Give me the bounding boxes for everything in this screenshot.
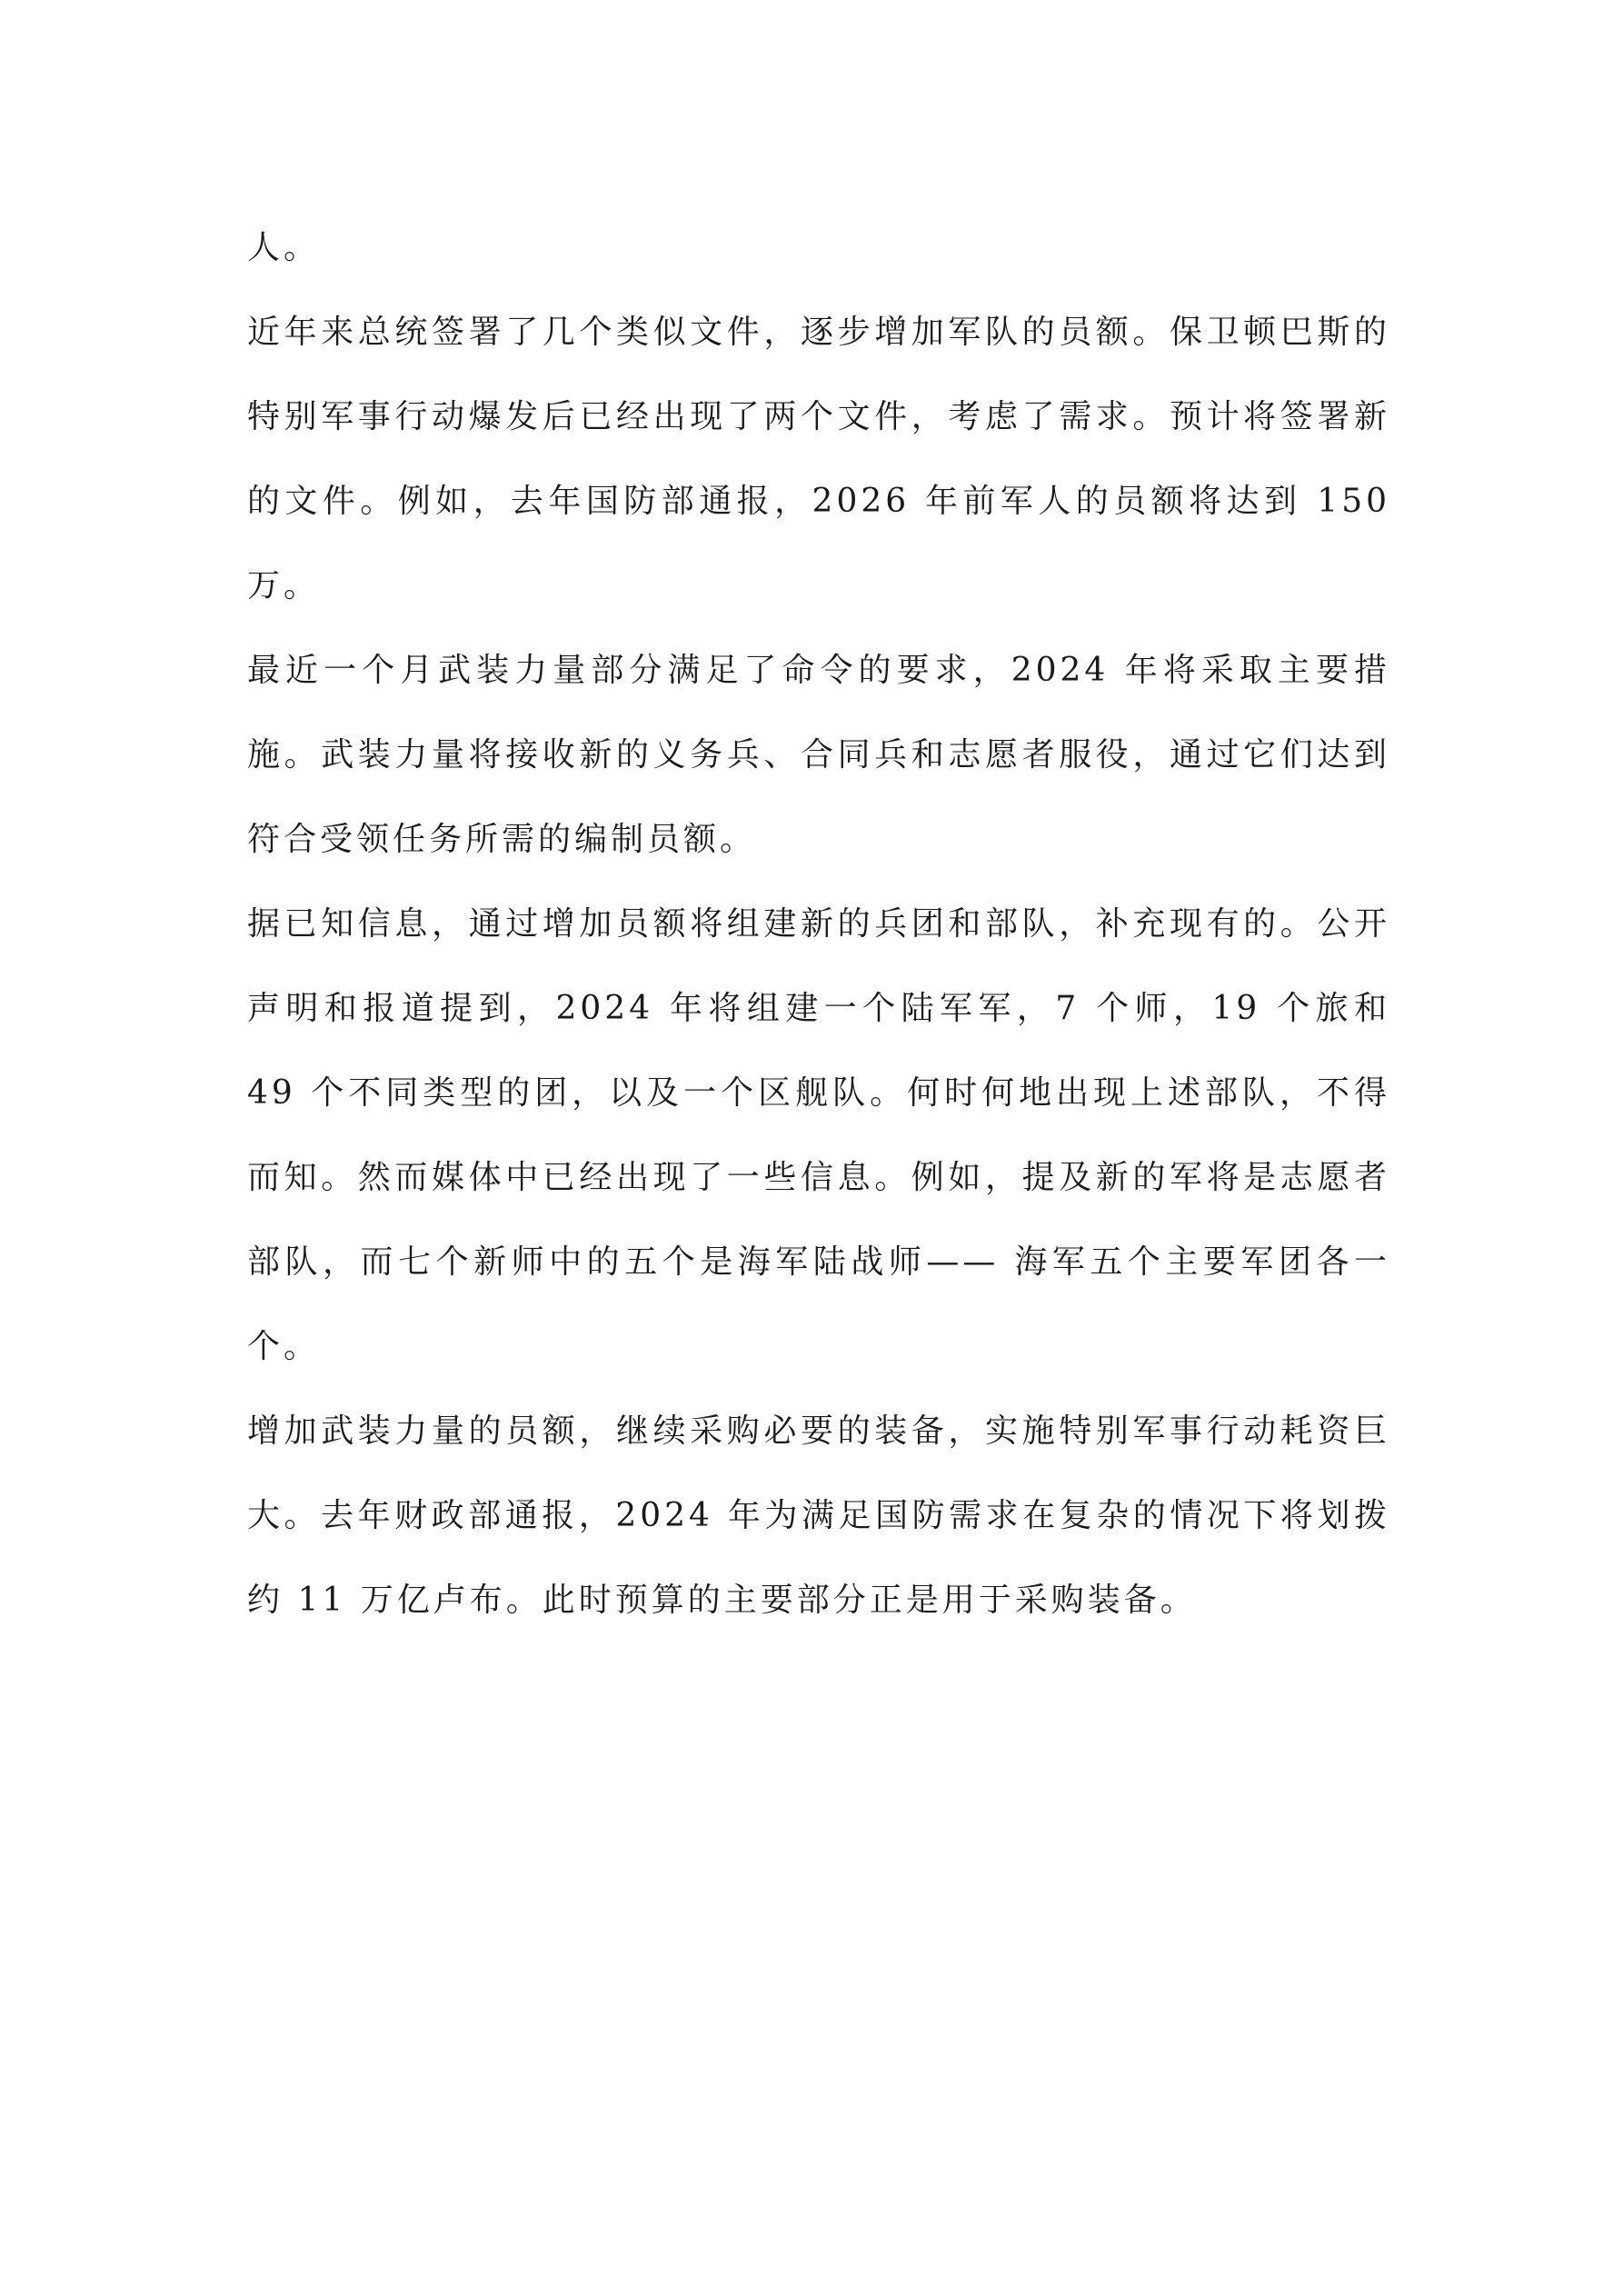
paragraph-continuation: 人。 <box>247 229 321 266</box>
paragraph-2: 最近一个月武装力量部分满足了命令的要求，2024 年将采取主要措施。武装力量将接收新的义务兵、合同兵和志愿者服役，通过它们达到符合受领任务所需的编制员额。 <box>247 652 1390 858</box>
paragraph-3: 据已知信息，通过增加员额将组建新的兵团和部队，补充现有的。公开声明和报道提到，2024 年将组建一个陆军军，7 个师，19 个旅和 49 个不同类型的团，以及一个区舰队。何时何地出现上述部队，不得而知。然而媒体中已经出现了一些信息。例如，提及新的军将是志愿者部队，而七个新师中的五个是海军陆战师—— 海军五个主要军团各一个。 <box>247 905 1390 1365</box>
paragraph-1: 近年来总统签署了几个类似文件，逐步增加军队的员额。保卫顿巴斯的特别军事行动爆发后已经出现了两个文件，考虑了需求。预计将签署新的文件。例如，去年国防部通报，2026 年前军人的员额将达到 150 万。 <box>247 314 1390 604</box>
document-body <box>247 205 1390 1642</box>
paragraph-4: 增加武装力量的员额，继续采购必要的装备，实施特别军事行动耗资巨大。去年财政部通报，2024 年为满足国防需求在复杂的情况下将划拨约 11 万亿卢布。此时预算的主要部分正是用于采购装备。 <box>247 1413 1390 1619</box>
